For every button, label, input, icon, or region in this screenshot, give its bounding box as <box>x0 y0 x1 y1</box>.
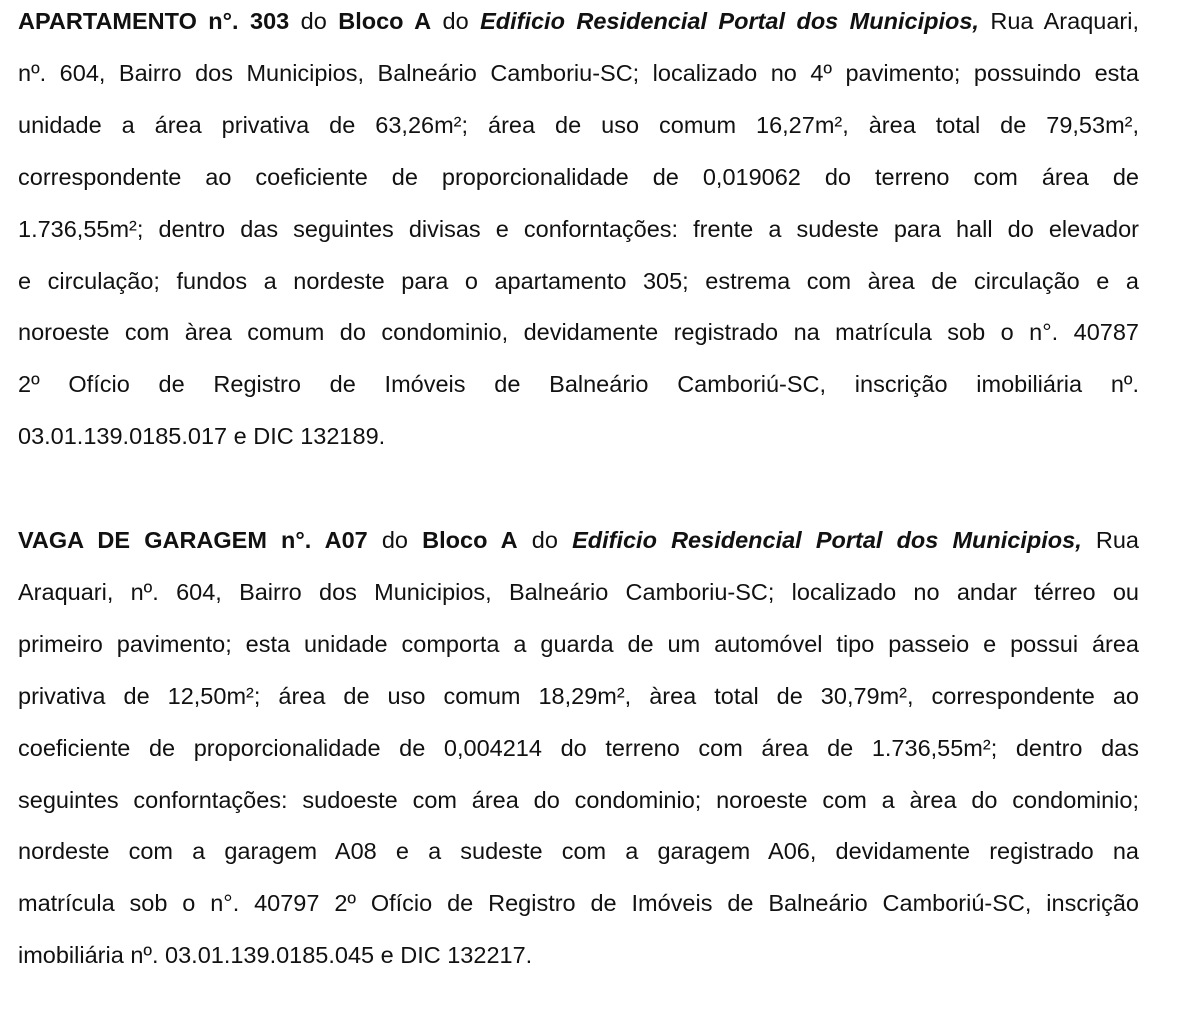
text-segment: coeficiente de proporcionalidade de 0,004214 do terreno com área de 1.736,55m²; dentro das <box>18 734 1139 761</box>
text-segment: seguintes conforntações: sudoeste com área do condominio; noroeste com a àrea do condominio; <box>18 786 1139 813</box>
text-line <box>18 619 1139 671</box>
text-segment: 1.736,55m²; dentro das seguintes divisas e conforntações: frente a sudeste para hall do elevador <box>18 215 1139 242</box>
text-segment: Rua Araquari, <box>978 8 1139 34</box>
bold-text: Bloco A <box>338 8 432 34</box>
text-line <box>18 204 1139 256</box>
text-segment: Rua <box>1081 527 1139 554</box>
text-segment: noroeste com àrea comum do condominio, devidamente registrado na matrícula sob o n°. 40787 <box>18 319 1139 346</box>
emphasis-text: Edificio Residencial Portal dos Municipios, <box>572 527 1082 554</box>
text-segment: Araquari, nº. 604, Bairro dos Municipios, Balneário Camboriu-SC; localizado no andar térreo ou <box>18 578 1139 605</box>
text-line <box>18 567 1139 619</box>
text-line <box>18 930 1139 982</box>
text-line <box>18 359 1139 411</box>
text-segment: 03.01.139.0185.017 e DIC 132189. <box>18 423 386 450</box>
document-body <box>18 0 1139 982</box>
bold-italic-text <box>572 527 1082 553</box>
bold-text: VAGA DE GARAGEM n°. A07 <box>18 527 368 554</box>
text-segment: nº. 604, Bairro dos Municipios, Balneário Camboriu-SC; localizado no 4º pavimento; possuindo esta <box>18 59 1139 86</box>
text-segment: do <box>431 8 481 34</box>
text-segment: primeiro pavimento; esta unidade comporta a guarda de um automóvel tipo passeio e possui área <box>18 630 1139 657</box>
emphasis-text: Edificio Residencial Portal dos Municipios, <box>480 8 979 34</box>
bold-text: Bloco A <box>422 527 518 554</box>
paragraph-apartamento <box>18 0 1139 463</box>
bold-italic-text <box>480 8 979 34</box>
text-line <box>18 723 1139 775</box>
text-line <box>18 100 1139 152</box>
text-line <box>18 515 1139 567</box>
text-segment: nordeste com a garagem A08 e a sudeste com a garagem A06, devidamente registrado na <box>18 838 1139 865</box>
text-segment: e circulação; fundos a nordeste para o apartamento 305; estrema com àrea de circulação e a <box>18 267 1139 294</box>
bold-text: APARTAMENTO n°. 303 <box>18 8 290 34</box>
text-line <box>18 48 1139 100</box>
text-segment: imobiliária nº. 03.01.139.0185.045 e DIC 132217. <box>18 942 533 969</box>
text-segment: do <box>289 8 339 34</box>
text-segment: correspondente ao coeficiente de proporcionalidade de 0,019062 do terreno com área de <box>18 163 1139 190</box>
text-line <box>18 826 1139 878</box>
text-line <box>18 775 1139 827</box>
text-line <box>18 307 1139 359</box>
text-segment: matrícula sob o n°. 40797 2º Ofício de Registro de Imóveis de Balneário Camboriú-SC, inscrição <box>18 890 1139 917</box>
paragraph-vaga-garagem <box>18 515 1139 982</box>
text-line <box>18 152 1139 204</box>
text-line <box>18 878 1139 930</box>
text-line <box>18 0 1139 48</box>
text-segment: do <box>517 527 573 554</box>
text-segment: 2º Ofício de Registro de Imóveis de Balneário Camboriú-SC, inscrição imobiliária nº. <box>18 371 1139 398</box>
text-line <box>18 671 1139 723</box>
text-segment: unidade a área privativa de 63,26m²; área de uso comum 16,27m², àrea total de 79,53m², <box>18 111 1139 138</box>
text-line <box>18 256 1139 308</box>
text-line <box>18 411 1139 463</box>
text-segment: privativa de 12,50m²; área de uso comum 18,29m², àrea total de 30,79m², correspondente ao <box>18 682 1139 709</box>
text-segment: do <box>367 527 423 554</box>
